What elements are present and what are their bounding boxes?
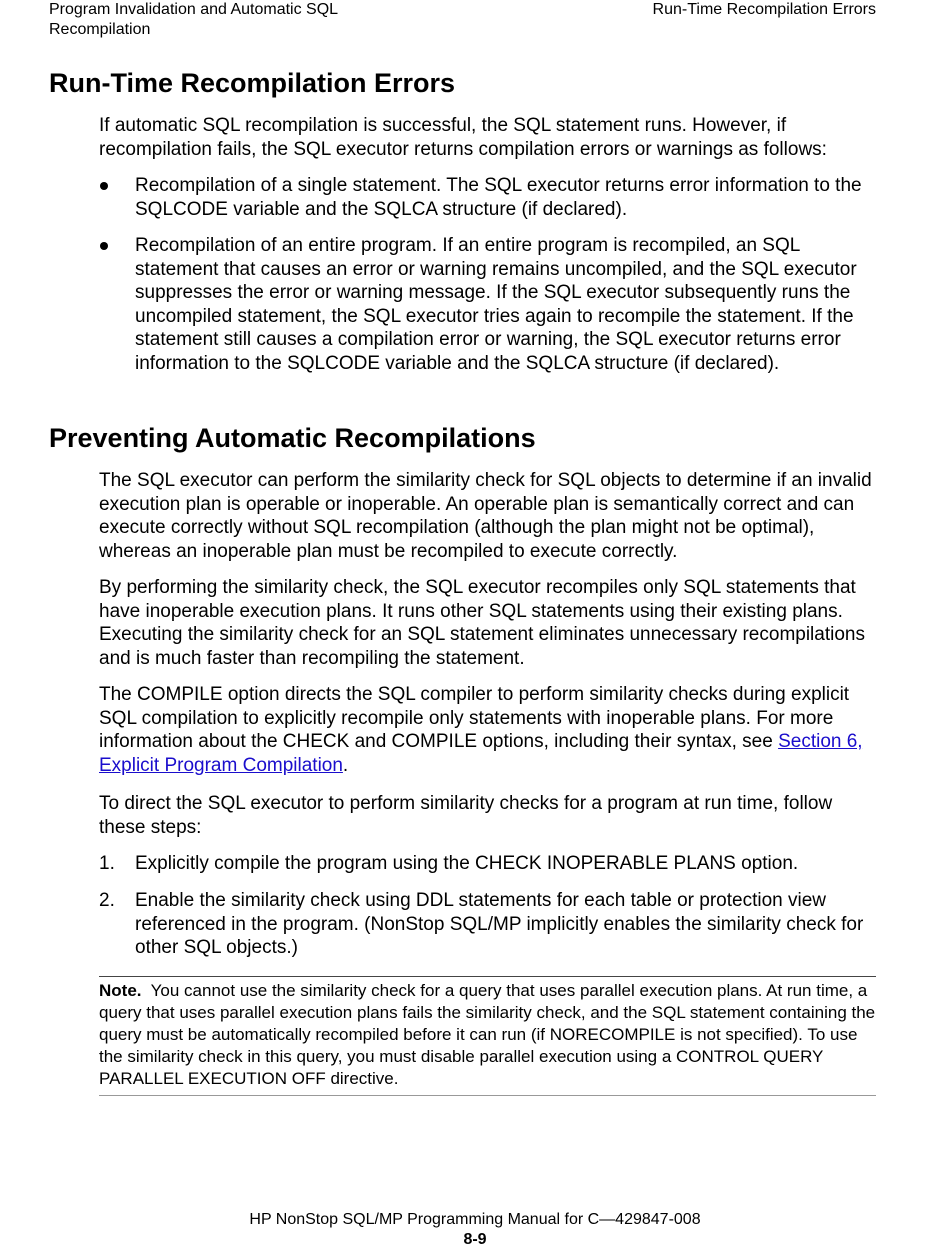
step-number: 1. bbox=[99, 853, 115, 874]
header-chapter-title: Program Invalidation and Automatic SQL Recompilation bbox=[49, 1, 338, 38]
header-section-title: Run-Time Recompilation Errors bbox=[652, 1, 876, 18]
paragraph-compile-option bbox=[99, 683, 879, 777]
compile-option-text: The COMPILE option directs the SQL compiler to perform similarity checks during explicit SQL compilation to explicitly recompile only statements with inoperable plans. For more information about the CHECK and COMPILE options, including their syntax, see bbox=[99, 684, 850, 752]
paragraph-steps-intro: To direct the SQL executor to perform similarity checks for a program at run time, follow these steps: bbox=[99, 793, 833, 838]
note-content bbox=[99, 980, 876, 1090]
note-box bbox=[99, 976, 876, 1096]
section-heading-runtime-errors: Run-Time Recompilation Errors bbox=[49, 68, 456, 98]
page-header bbox=[0, 0, 950, 44]
paragraph-similarity-check: The SQL executor can perform the similarity check for SQL objects to determine if an invalid execution plan is operable or inoperable. An operable plan is semantically correct and can execute correctly without SQL recompilation (although the plan might not be optimal), whereas an inoperable plan must be recompiled to execute correctly. bbox=[99, 470, 872, 562]
page-number: 8-9 bbox=[463, 1231, 487, 1248]
step-text: Enable the similarity check using DDL statements for each table or protection view referenced in the program. (NonStop SQL/MP implicitly enables the similarity check for other SQL objects.) bbox=[135, 890, 864, 958]
section-6-link[interactable]: Section 6, Explicit Program Compilation bbox=[99, 731, 863, 776]
intro-paragraph: If automatic SQL recompilation is successful, the SQL statement runs. However, if recompilation fails, the SQL executor returns compilation errors or warnings as follows: bbox=[99, 115, 827, 160]
note-text: You cannot use the similarity check for a query that uses parallel execution plans. At run time, a query that uses parallel execution plans fails the similarity check, and the SQL statement containing the query must be automatically recompiled before it can run (if NORECOMPILE is not specified). To use the similarity check in this query, you must disable parallel execution using a CONTROL QUERY PARALLEL EXECUTION OFF directive. bbox=[99, 981, 876, 1088]
step-number: 2. bbox=[99, 890, 115, 911]
note-label: Note. bbox=[99, 981, 142, 1000]
paragraph-similarity-benefits: By performing the similarity check, the SQL executor recompiles only SQL statements that have inoperable execution plans. It runs other SQL statements using their existing plans. Executing the similarity check for an SQL statement eliminates unnecessary recompilations and is much faster than recompiling the statement. bbox=[99, 577, 865, 669]
step-text: Explicitly compile the program using the CHECK INOPERABLE PLANS option. bbox=[135, 853, 799, 874]
footer-manual-title: HP NonStop SQL/MP Programming Manual for C—429847-008 bbox=[249, 1211, 701, 1228]
page-footer bbox=[0, 1210, 950, 1250]
bullet-text: Recompilation of an entire program. If an entire program is recompiled, an SQL statement that causes an error or warning remains uncompiled, and the SQL executor suppresses the error or warning message. If the SQL executor subsequently runs the uncompiled statement, the SQL executor tries again to recompile the statement. If the statement still causes a compilation error or warning, the SQL executor returns error information to the SQLCODE variable and the SQLCA structure (if declared). bbox=[135, 235, 857, 374]
bullet-text: Recompilation of a single statement. The SQL executor returns error information to the SQLCODE variable and the SQLCA structure (if declared). bbox=[135, 175, 862, 220]
compile-option-period: . bbox=[342, 754, 349, 776]
section-heading-preventing-recompilations: Preventing Automatic Recompilations bbox=[49, 423, 536, 453]
